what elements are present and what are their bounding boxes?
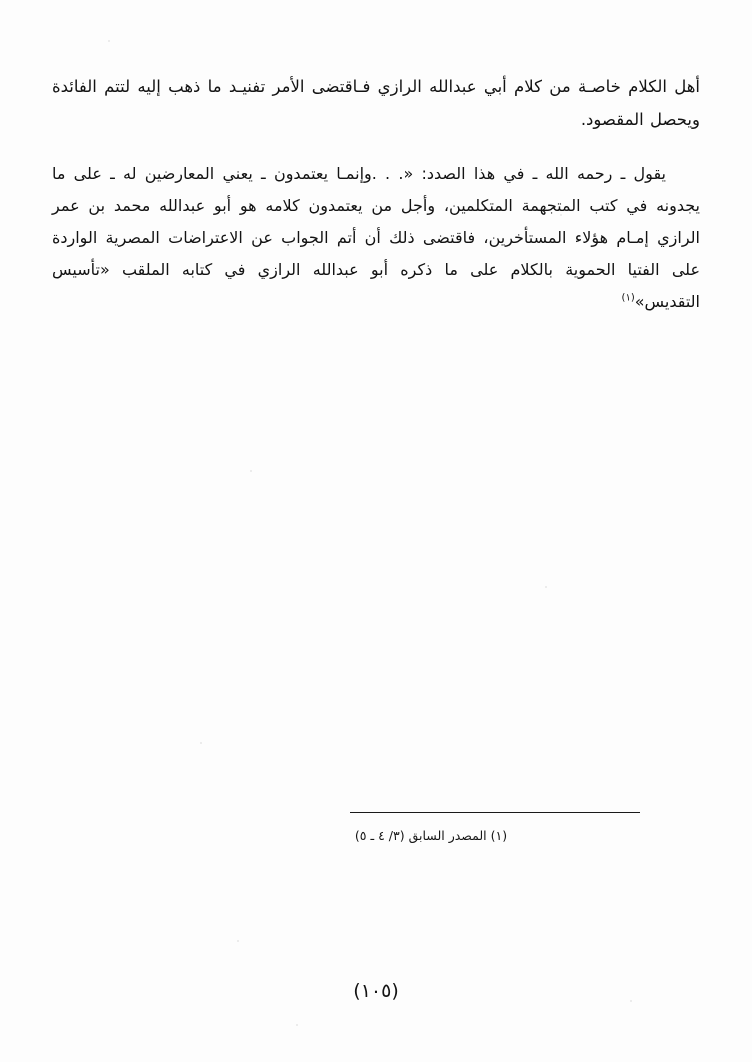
scan-speckle [237,940,239,942]
scan-speckle [296,1024,298,1026]
body-text [52,70,700,332]
paragraph-continuation: أهل الكلام خاصـة من كلام أبي عبدالله الرازي فـاقتضى الأمر تفنيـد ما ذهب إليه لتتم الفائدة ويحصل المقصود. [52,77,700,129]
page-number: (١٠٥) [353,980,399,1002]
footnote-separator-rule [350,812,640,813]
footnote-area [52,812,700,848]
scan-speckle [545,586,547,588]
paragraph-quotation [52,158,700,318]
scan-speckle [250,470,252,472]
scan-speckle [200,742,202,744]
footnote-text: (١) المصدر السابق (٣/ ٤ ـ ٥) [354,828,508,843]
footnote-marker: (١) [621,292,635,304]
scan-speckle [108,40,110,42]
quotation-text: يقول ـ رحمه الله ـ في هذا الصدد: «. . .وإنمـا يعتمدون ـ يعني المعارضين له ـ على ما يجدونه في كتب المتجهمة المتكلمين، وأجل من يعتمدون كلامه هو أبو عبدالله محمد بن عمر الرازي إمـام هؤلاء المستأخرين، فاقتضى ذلك أن أتم الجواب عن الاعتراضات المصرية الواردة على الفتيا الحموية بالكلام على ما ذكره أبو عبدالله الرازي في كتابه الملقب «تأسيس التقديس» [52,164,700,311]
